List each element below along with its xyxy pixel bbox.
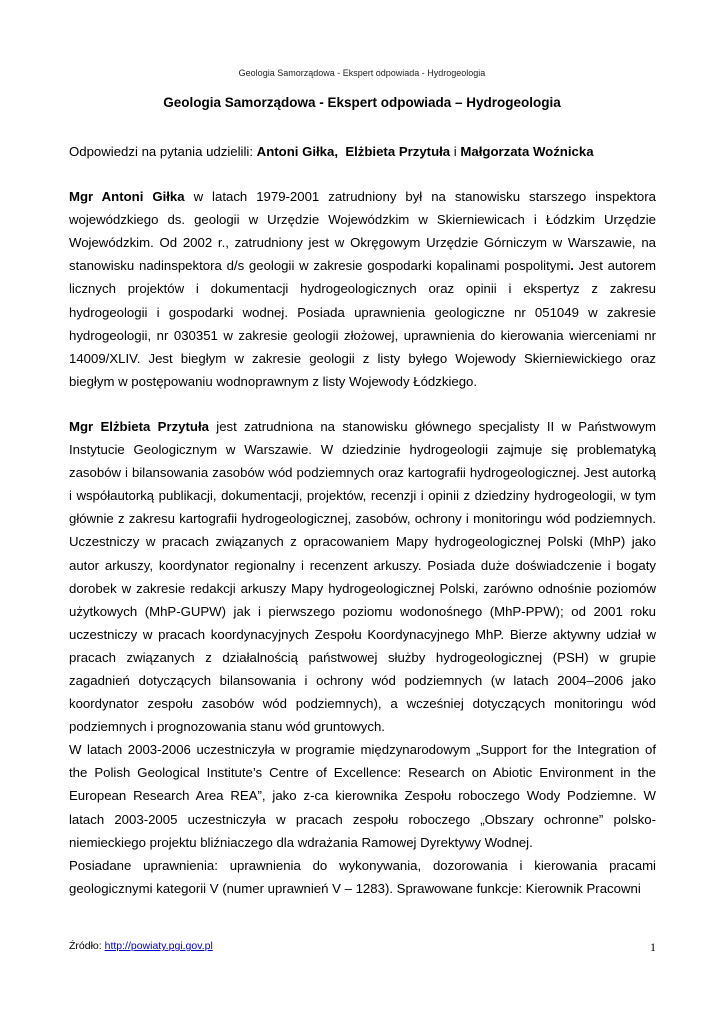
authors-line [69, 140, 656, 163]
bio-paragraph: W latach 2003-2006 uczestniczyła w programie międzynarodowym „Support for the Integration of the Polish Geological Institute’s Centre of Excellence: Research on Abiotic Environment in the European Research Area REA”, jako z-ca kierownika Zespołu roboczego Wody Podziemne. W latach 2003-2005 uczestniczyła w pracach zespołu roboczego „Obszary ochronne” polsko-niemieckiego projektu bliźniaczego dla wdrażania Ramowej Dyrektywy Wodnej. [69, 742, 656, 850]
author-name-3: Małgorzata Woźnicka [460, 144, 594, 159]
authors-conjunction: i [450, 144, 461, 159]
document-body [69, 140, 656, 900]
running-header: Geologia Samorządowa - Ekspert odpowiada - Hydrogeologia [238, 68, 486, 78]
bio-text: w latach 1979-2001 zatrudniony był na stanowisku starszego inspektora wojewódzkiego ds. geologii w Urzędzie Wojewódzkim w Skierniewicach i Łódzkim Urzędzie Wojewódzkim. Od 2002 r., zatrudniony jest w Okręgowym Urzędzie Górniczym w Warszawie, na stanowisku nadinspektora d/s geologii w zakresie gospodarki kopalinami pospolitymi [69, 189, 656, 274]
bio-antoni-gilka [69, 185, 656, 393]
page-number: 1 [650, 940, 656, 954]
source-label: Źródło: [69, 940, 105, 952]
bio-paragraph: Posiadane uprawnienia: uprawnienia do wykonywania, dozorowania i kierowania pracami geologicznymi kategorii V (numer uprawnień V – 1283). Sprawowane funkcje: Kierownik Pracowni [69, 857, 656, 896]
page-footer [69, 940, 656, 952]
page-title: Geologia Samorządowa - Ekspert odpowiada – Hydrogeologia [163, 95, 561, 110]
bio-elzbieta-przytula [69, 415, 656, 738]
author-name-1: Antoni Giłka, [256, 144, 338, 159]
bio-text: Jest autorem licznych projektów i dokumentacji hydrogeologicznych oraz opinii i ekspertyz z zakresu hydrogeologii i gospodarki wodnej. Posiada uprawnienia geologiczne nr 051049 w zakresie hydrogeologii, nr 030351 w zakresie geologii złożowej, uprawnienia do kierowania wierceniami nr 14009/XLIV. Jest biegłym w zakresie geologii z listy byłego Wojewody Skierniewickiego oraz biegłym w postępowaniu wodnoprawnym z listy Wojewody Łódzkiego. [69, 258, 656, 389]
bio-name: Mgr Elżbieta Przytuła [69, 418, 209, 434]
authors-intro: Odpowiedzi na pytania udzielili: [69, 144, 257, 159]
bio-bold-dot: . [570, 258, 574, 274]
author-name-2: Elżbieta Przytuła [345, 144, 451, 159]
source-link[interactable]: http://powiaty.pgi.gov.pl [104, 940, 213, 952]
bio-name: Mgr Antoni Giłka [69, 189, 185, 205]
bio-text: jest zatrudniona na stanowisku głównego specjalisty II w Państwowym Instytucie Geologicznym w Warszawie. W dziedzinie hydrogeologii zajmuje się problematyką zasobów i bilansowania zasobów wód podziemnych oraz kartografii hydrogeologicznej. Jest autorką i współautorką publikacji, dokumentacji, projektów, recenzji i opinii z dziedziny hydrogeologii, w tym głównie z zakresu kartografii hydrogeologicznej, zasobów, ochrony i monitoringu wód podziemnych. Uczestniczy w pracach związanych z opracowaniem Mapy hydrogeologicznej Polski (MhP) jako autor arkuszy, koordynator regionalny i recenzent arkuszy. Posiada duże doświadczenie i bogaty dorobek w zakresie redakcji arkuszy Mapy hydrogeologicznej Polski, zarówno odnośnie poziomów użytkowych (MhP-GUPW) jak i pierwszego poziomu wodonośnego (MhP-PPW); od 2001 roku uczestniczy w pracach koordynacyjnych Zespołu Koordynacyjnego MhP. Bierze aktywny udział w pracach związanych z działalnością państwowej służby hydrogeologicznej (PSH) w grupie zagadnień dotyczących bilansowania i ochrony wód podziemnych (w latach 2004–2006 jako koordynator zespołu zasobów wód podziemnych), a wcześniej dotyczących monitoringu wód podziemnych i prognozowania stanu wód gruntowych. [69, 418, 656, 735]
